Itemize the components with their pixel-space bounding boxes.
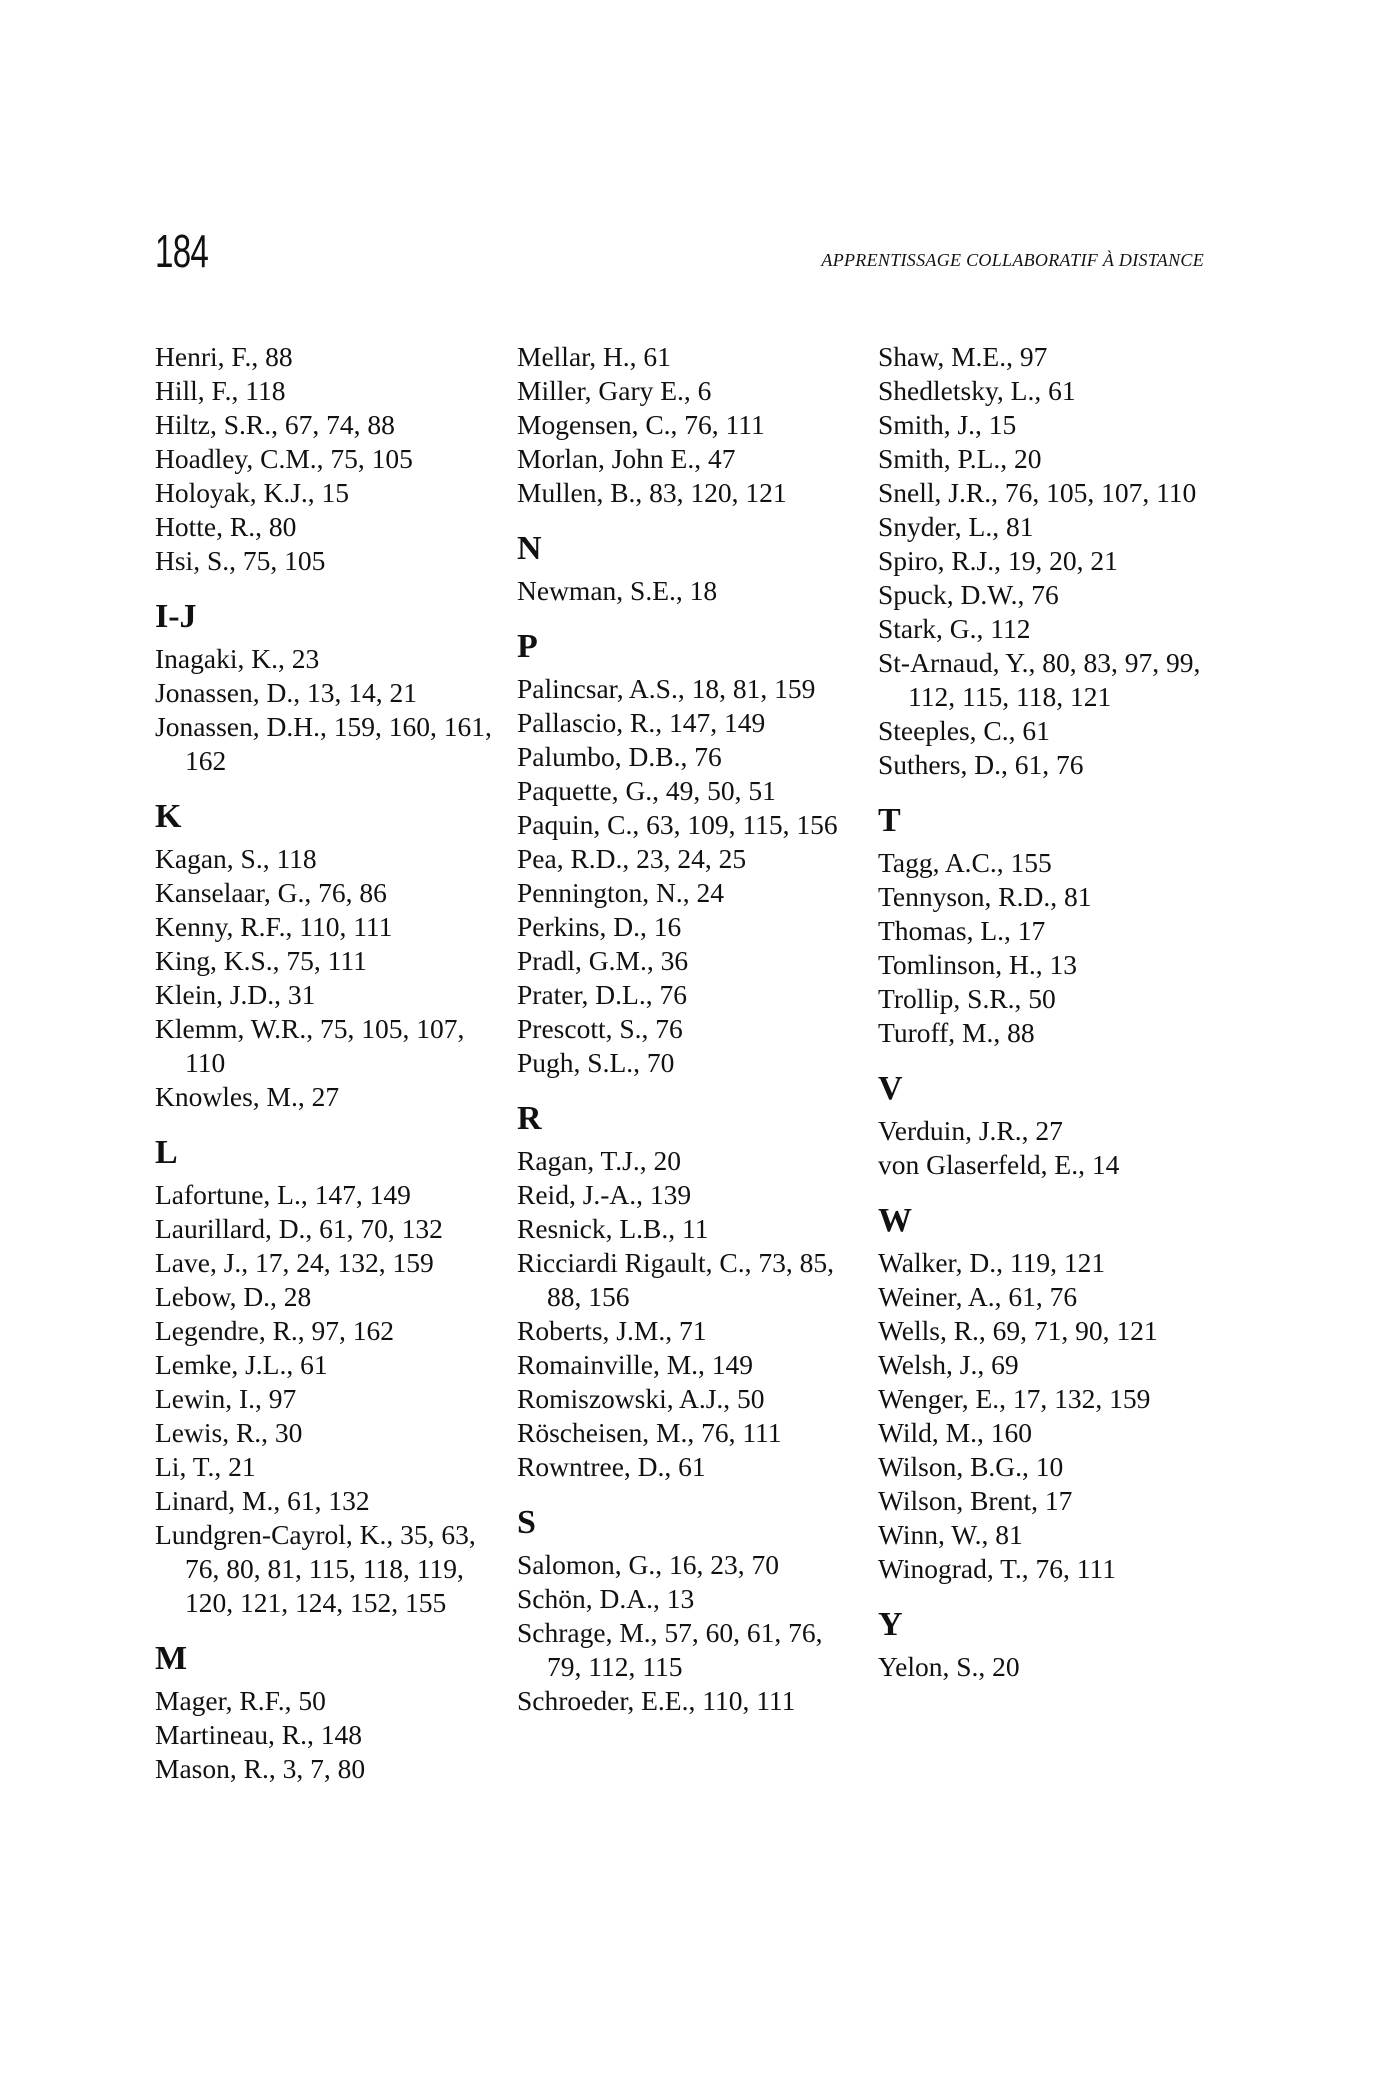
index-entry: Wenger, E., 17, 132, 159 [878,1383,1151,1414]
index-entry: Legendre, R., 97, 162 [155,1315,395,1346]
index-entry: Mellar, H., 61 [517,341,671,372]
index-section [155,1642,500,1786]
section-letter-heading: T [878,802,901,839]
index-entry: Hiltz, S.R., 67, 74, 88 [155,409,395,440]
index-entry: Smith, P.L., 20 [878,443,1042,474]
index-section [155,1136,500,1620]
index-entry: Weiner, A., 61, 76 [878,1281,1078,1312]
index-entry: Wells, R., 69, 71, 90, 121 [878,1315,1158,1346]
index-entry: Martineau, R., 148 [155,1719,362,1750]
index-entry-list [155,642,500,778]
index-entry: von Glaserfeld, E., 14 [878,1149,1120,1180]
index-entry: Lafortune, L., 147, 149 [155,1179,411,1210]
index-entry: Pennington, N., 24 [517,877,725,908]
index-entry: Turoff, M., 88 [878,1017,1035,1048]
section-letter-heading: L [155,1134,178,1171]
index-entry: Lewin, I., 97 [155,1383,297,1414]
index-entry: Tomlinson, H., 13 [878,949,1077,980]
index-entry: Newman, S.E., 18 [517,575,718,606]
index-entry: Knowles, M., 27 [155,1081,340,1112]
index-entry-list [517,574,862,608]
index-entry: Reid, J.-A., 139 [517,1179,692,1210]
index-section [878,804,1223,1050]
index-entry: Kanselaar, G., 76, 86 [155,877,387,908]
index-entry: Hotte, R., 80 [155,511,297,542]
index-entry: Smith, J., 15 [878,409,1017,440]
index-section [878,1608,1223,1684]
index-entry-list [517,1548,862,1718]
index-entry-list [517,340,862,510]
section-letter-heading: I-J [155,598,197,635]
index-section [878,1072,1223,1182]
index-entry: Schrage, M., 57, 60, 61, 76, 79, 112, 115 [517,1617,823,1682]
index-section [517,532,862,608]
index-section [517,340,862,510]
index-entry: Mogensen, C., 76, 111 [517,409,765,440]
index-entry: Salomon, G., 16, 23, 70 [517,1549,780,1580]
section-letter-heading: K [155,798,182,835]
index-entry: Jonassen, D.H., 159, 160, 161, 162 [155,711,492,776]
index-entry: King, K.S., 75, 111 [155,945,367,976]
index-section [155,340,500,578]
index-section [155,600,500,778]
index-entry: Holoyak, K.J., 15 [155,477,350,508]
index-entry: Romainville, M., 149 [517,1349,754,1380]
section-letter-heading: W [878,1202,912,1239]
index-entry: Li, T., 21 [155,1451,256,1482]
index-entry: Schön, D.A., 13 [517,1583,695,1614]
index-entry: Palincsar, A.S., 18, 81, 159 [517,673,816,704]
index-entry: Snyder, L., 81 [878,511,1034,542]
index-entry: Lemke, J.L., 61 [155,1349,328,1380]
index-entry: Kagan, S., 118 [155,843,317,874]
section-letter-heading: M [155,1640,188,1677]
index-entry: Henri, F., 88 [155,341,293,372]
index-entry: Shedletsky, L., 61 [878,375,1076,406]
index-entry: Winn, W., 81 [878,1519,1023,1550]
index-entry: Winograd, T., 76, 111 [878,1553,1116,1584]
index-entry: Palumbo, D.B., 76 [517,741,722,772]
index-entry: Pea, R.D., 23, 24, 25 [517,843,747,874]
section-letter-heading: N [517,530,542,567]
index-entry: Rowntree, D., 61 [517,1451,706,1482]
index-entry: Mullen, B., 83, 120, 121 [517,477,787,508]
index-section [878,340,1223,782]
index-entry: Walker, D., 119, 121 [878,1247,1106,1278]
index-section [155,800,500,1114]
index-column-1 [155,340,500,1786]
index-entry: Spuck, D.W., 76 [878,579,1059,610]
index-entry: Mason, R., 3, 7, 80 [155,1753,366,1784]
section-letter-heading: V [878,1070,903,1107]
index-column-2 [517,340,862,1718]
index-entry: Kenny, R.F., 110, 111 [155,911,393,942]
index-entry: Trollip, S.R., 50 [878,983,1056,1014]
section-letter-heading: S [517,1504,536,1541]
index-entry: Hill, F., 118 [155,375,286,406]
index-entry: Romiszowski, A.J., 50 [517,1383,765,1414]
index-entry: Klein, J.D., 31 [155,979,316,1010]
index-entry: Ragan, T.J., 20 [517,1145,681,1176]
index-entry: Roberts, J.M., 71 [517,1315,707,1346]
index-entry: Spiro, R.J., 19, 20, 21 [878,545,1118,576]
index-entry: Pallascio, R., 147, 149 [517,707,766,738]
index-entry: Mager, R.F., 50 [155,1685,326,1716]
index-entry: Prater, D.L., 76 [517,979,687,1010]
index-entry: Klemm, W.R., 75, 105, 107, 110 [155,1013,465,1078]
index-entry: Verduin, J.R., 27 [878,1115,1063,1146]
index-entry: Hoadley, C.M., 75, 105 [155,443,413,474]
index-section [517,1506,862,1718]
index-entry: St-Arnaud, Y., 80, 83, 97, 99, 112, 115, 118, 121 [878,647,1201,712]
index-entry-list [878,1650,1223,1684]
index-entry: Tennyson, R.D., 81 [878,881,1092,912]
index-entry: Lebow, D., 28 [155,1281,312,1312]
running-title: APPRENTISSAGE COLLABORATIF À DISTANCE [821,250,1204,270]
index-entry-list [878,1114,1223,1182]
index-entry: Schroeder, E.E., 110, 111 [517,1685,796,1716]
index-entry: Thomas, L., 17 [878,915,1046,946]
index-entry: Paquin, C., 63, 109, 115, 156 [517,809,838,840]
index-entry: Pradl, G.M., 36 [517,945,689,976]
section-letter-heading: P [517,628,538,665]
index-entry: Ricciardi Rigault, C., 73, 85, 88, 156 [517,1247,834,1312]
section-letter-heading: R [517,1100,542,1137]
index-entry: Stark, G., 112 [878,613,1031,644]
index-entry: Röscheisen, M., 76, 111 [517,1417,782,1448]
index-entry-list [878,340,1223,782]
index-entry: Paquette, G., 49, 50, 51 [517,775,776,806]
index-entry-list [878,846,1223,1050]
index-entry-list [155,340,500,578]
index-entry: Shaw, M.E., 97 [878,341,1048,372]
index-entry: Perkins, D., 16 [517,911,682,942]
index-entry-list [155,1178,500,1620]
index-entry: Resnick, L.B., 11 [517,1213,709,1244]
index-section [517,630,862,1080]
index-entry: Miller, Gary E., 6 [517,375,712,406]
index-entry-list [517,1144,862,1484]
index-entry: Lewis, R., 30 [155,1417,303,1448]
page-header [155,225,1204,288]
index-entry: Tagg, A.C., 155 [878,847,1052,878]
index-entry: Steeples, C., 61 [878,715,1050,746]
index-entry: Prescott, S., 76 [517,1013,683,1044]
index-entry-list [155,842,500,1114]
index-entry: Lave, J., 17, 24, 132, 159 [155,1247,434,1278]
index-section [878,1204,1223,1586]
index-entry: Wild, M., 160 [878,1417,1032,1448]
index-entry: Inagaki, K., 23 [155,643,320,674]
index-entry: Pugh, S.L., 70 [517,1047,675,1078]
index-entry: Linard, M., 61, 132 [155,1485,370,1516]
index-entry-list [517,672,862,1080]
index-entry: Morlan, John E., 47 [517,443,736,474]
index-entry: Welsh, J., 69 [878,1349,1019,1380]
index-entry: Wilson, B.G., 10 [878,1451,1064,1482]
index-entry: Jonassen, D., 13, 14, 21 [155,677,418,708]
index-entry: Suthers, D., 61, 76 [878,749,1084,780]
page-number: 184 [155,225,209,277]
index-section [517,1102,862,1484]
index-entry: Wilson, Brent, 17 [878,1485,1073,1516]
index-entry: Hsi, S., 75, 105 [155,545,326,576]
section-letter-heading: Y [878,1606,903,1643]
index-column-3 [878,340,1223,1684]
index-entry: Snell, J.R., 76, 105, 107, 110 [878,477,1197,508]
index-entry-list [155,1684,500,1786]
index-entry-list [878,1246,1223,1586]
index-entry: Yelon, S., 20 [878,1651,1020,1682]
index-entry: Laurillard, D., 61, 70, 132 [155,1213,443,1244]
index-entry: Lundgren-Cayrol, K., 35, 63, 76, 80, 81, 115, 118, 119, 120, 121, 124, 152, 155 [155,1519,476,1618]
